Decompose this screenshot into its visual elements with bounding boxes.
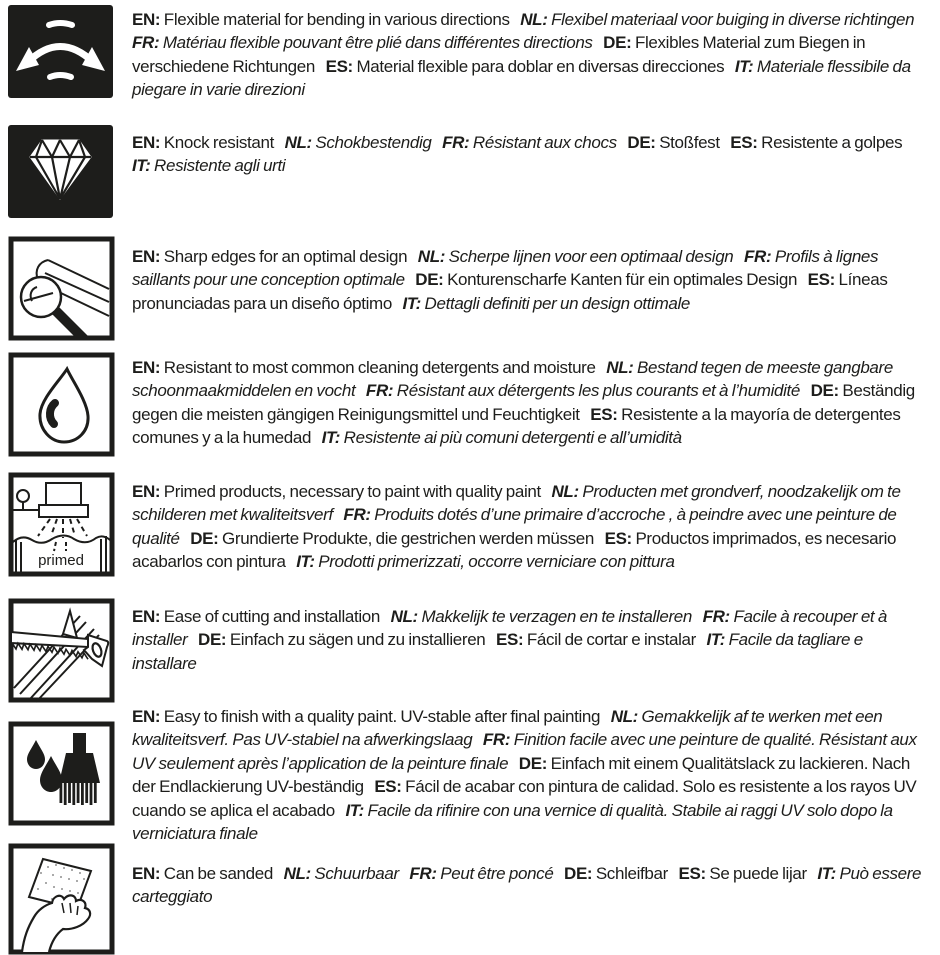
- lang-label: ES:: [678, 864, 706, 883]
- lang-label: NL:: [606, 358, 634, 377]
- diamond-icon: [8, 125, 115, 218]
- paint-brush-drops-icon: [8, 705, 115, 826]
- primer-spray-icon: [8, 472, 115, 577]
- lang-label: EN:: [132, 707, 161, 726]
- lang-segment-en: [132, 707, 600, 726]
- lang-label: IT:: [132, 156, 151, 176]
- lang-segment-de: [415, 270, 797, 289]
- feature-text: [132, 705, 934, 845]
- lang-label: ES:: [730, 133, 758, 152]
- lang-segment-es: [326, 57, 725, 76]
- lang-label: IT:: [402, 293, 421, 313]
- lang-text: Résistant aux détergents les plus courants et à l’humidité: [393, 381, 801, 401]
- lang-segment-it: [322, 428, 682, 447]
- lang-text: Productos imprimados, es necesario acabarlos con pintura: [132, 528, 897, 572]
- lang-text: Flexible material for bending in various directions: [160, 10, 510, 29]
- lang-segment-fr: [409, 864, 553, 883]
- feature-text: [132, 236, 934, 315]
- lang-segment-es: [730, 133, 902, 152]
- lang-label: FR:: [482, 730, 511, 750]
- lang-text: Scherpe lijnen voor een optimaal design: [445, 247, 734, 266]
- feature-row-flexible: [8, 5, 934, 102]
- lang-label: EN:: [132, 247, 161, 266]
- lang-label: DE:: [415, 270, 444, 290]
- lang-label: EN:: [132, 864, 161, 883]
- lang-label: DE:: [190, 528, 219, 548]
- lang-label: NL:: [610, 707, 638, 726]
- lang-label: FR:: [409, 864, 437, 883]
- lang-segment-it: [132, 156, 285, 175]
- lang-label: DE:: [603, 33, 632, 53]
- lang-segment-en: [132, 133, 274, 152]
- lang-label: DE:: [627, 133, 656, 152]
- lang-text: Easy to finish with a quality paint. UV-stable after final painting: [160, 707, 601, 726]
- lang-text: Einfach zu sägen und zu installieren: [226, 630, 486, 650]
- lang-label: ES:: [374, 777, 402, 797]
- lang-text: Bestand tegen de meeste gangbare schoonmaakmiddelen en vocht: [132, 358, 893, 401]
- lang-label: NL:: [520, 10, 548, 29]
- flex-arrows-icon: [8, 5, 115, 98]
- lang-text: Schuurbaar: [310, 864, 399, 883]
- lang-text: Flexibles Material zum Biegen in verschiedene Richtungen: [132, 33, 866, 76]
- lang-text: Prodotti primerizzati, occorre verniciare con pittura: [314, 552, 675, 572]
- lang-label: FR:: [743, 247, 772, 266]
- feature-text: [132, 598, 934, 675]
- lang-text: Resistant to most common cleaning detergents and moisture: [160, 358, 596, 377]
- lang-segment-fr: [132, 33, 593, 52]
- lang-segment-nl: [391, 607, 692, 626]
- sharp-edge-magnifier-icon: [8, 236, 115, 341]
- lang-label: FR:: [132, 33, 160, 53]
- water-drop-icon: [8, 352, 115, 457]
- lang-label: DE:: [518, 753, 548, 773]
- lang-label: EN:: [132, 10, 161, 29]
- lang-text: Konturenscharfe Kanten für ein optimales Design: [443, 270, 798, 290]
- lang-text: Can be sanded: [160, 864, 273, 883]
- lang-text: Flexibel materiaal voor buiging in diverse richtingen: [547, 10, 915, 29]
- lang-text: Stoßfest: [655, 133, 720, 152]
- lang-label: NL:: [283, 864, 311, 883]
- lang-text: Facile da rifinire con una vernice di qualità. Stabile ai raggi UV solo dopo la verniciatura finale: [132, 800, 893, 844]
- lang-segment-de: [190, 529, 594, 548]
- lang-text: Peut être poncé: [436, 864, 554, 883]
- lang-text: Makkelijk te verzagen en te installeren: [417, 607, 693, 626]
- lang-label: FR:: [442, 133, 470, 152]
- feature-row-moisture-resistant: [8, 352, 934, 457]
- lang-segment-nl: [520, 10, 914, 29]
- lang-text: Knock resistant: [160, 133, 274, 152]
- lang-label: EN:: [132, 358, 161, 377]
- lang-label: IT:: [817, 864, 836, 883]
- feature-text: [132, 125, 934, 178]
- lang-text: Sharp edges for an optimal design: [160, 247, 408, 266]
- lang-segment-es: [679, 864, 807, 883]
- lang-text: Résistant aux chocs: [469, 133, 617, 152]
- lang-label: ES:: [807, 270, 835, 290]
- lang-segment-en: [132, 607, 380, 626]
- lang-label: NL:: [390, 607, 418, 626]
- lang-text: Dettagli definiti per un design ottimale: [420, 293, 691, 313]
- lang-segment-en: [132, 247, 407, 266]
- feature-text: [132, 472, 934, 574]
- lang-text: Primed products, necessary to paint with quality paint: [160, 482, 541, 501]
- lang-label: EN:: [132, 482, 161, 501]
- lang-text: Fácil de acabar con pintura de calidad. Solo es resistente a los rayos UV cuando se aplica el acabado: [132, 777, 917, 820]
- feature-row-easy-cutting: [8, 598, 934, 703]
- lang-segment-en: [132, 482, 541, 501]
- feature-text: [132, 843, 934, 909]
- lang-segment-de: [564, 864, 668, 883]
- lang-text: Resistente agli urti: [150, 156, 286, 176]
- lang-text: Resistente ai più comuni detergenti e all’umidità: [340, 428, 682, 448]
- lang-label: IT:: [321, 428, 341, 448]
- lang-segment-en: [132, 358, 596, 377]
- lang-label: FR:: [343, 505, 371, 525]
- feature-row-easy-finish: [8, 705, 934, 845]
- lang-text: Materiale flessibile da piegare in varie direzioni: [132, 56, 911, 100]
- lang-text: Schleifbar: [592, 864, 668, 883]
- lang-label: ES:: [325, 56, 353, 76]
- lang-segment-nl: [285, 133, 432, 152]
- lang-segment-nl: [284, 864, 399, 883]
- lang-text: Ease of cutting and installation: [160, 607, 381, 626]
- lang-text: Grundierte Produkte, die gestrichen werden müssen: [218, 528, 594, 548]
- lang-text: Líneas pronunciadas para un diseño óptimo: [132, 270, 888, 313]
- feature-row-sandable: [8, 843, 934, 955]
- lang-text: Se puede lijar: [705, 864, 807, 883]
- lang-text: Material flexible para doblar en diversas direcciones: [352, 56, 725, 76]
- feature-text: [132, 5, 934, 102]
- lang-text: Producten met grondverf, noodzakelijk om te schilderen met kwaliteitsverf: [132, 482, 901, 525]
- lang-text: Einfach mit einem Qualitätslack zu lackieren. Nach der Endlackierung UV-beständig: [132, 753, 911, 797]
- lang-text: Finition facile avec une peinture de qualité. Résistant aux UV seulement après l’application de la peinture finale: [132, 730, 917, 773]
- lang-label: IT:: [296, 552, 315, 572]
- lang-text: Fácil de cortar e instalar: [523, 630, 696, 650]
- lang-segment-de: [198, 630, 485, 649]
- lang-text: Facile da tagliare e installare: [132, 630, 863, 673]
- lang-label: IT:: [734, 56, 754, 76]
- lang-text: Profils à lignes saillants pour une conception optimale: [132, 247, 879, 290]
- lang-label: IT:: [345, 800, 364, 820]
- lang-label: NL:: [551, 482, 579, 501]
- feature-row-primed: [8, 472, 934, 577]
- sanding-hand-icon: [8, 843, 115, 955]
- lang-segment-it: [296, 552, 674, 571]
- lang-segment-fr: [366, 381, 800, 400]
- lang-label: FR:: [702, 607, 730, 626]
- lang-label: DE:: [198, 630, 227, 650]
- lang-segment-de: [627, 133, 719, 152]
- feature-row-sharp-edges: [8, 236, 934, 341]
- lang-text: Facile à recouper et à installer: [132, 607, 887, 650]
- lang-label: NL:: [417, 247, 446, 266]
- lang-segment-es: [496, 630, 696, 649]
- lang-label: FR:: [365, 381, 394, 401]
- hand-saw-icon: [8, 598, 115, 703]
- lang-segment-fr: [442, 133, 617, 152]
- lang-label: ES:: [604, 528, 632, 548]
- lang-text: Può essere carteggiato: [132, 864, 922, 907]
- lang-label: DE:: [564, 864, 593, 883]
- lang-label: ES:: [495, 630, 524, 650]
- lang-text: Resistente a la mayoría de detergentes comunes y a la humedad: [132, 404, 901, 448]
- lang-label: IT:: [706, 630, 726, 650]
- primed-label: primed: [38, 552, 84, 569]
- lang-text: Matériau flexible pouvant être plié dans différentes directions: [159, 33, 593, 53]
- lang-segment-en: [132, 864, 273, 883]
- lang-label: DE:: [810, 381, 839, 401]
- feature-text: [132, 352, 934, 450]
- feature-row-knock-resistant: [8, 125, 934, 218]
- lang-label: EN:: [132, 133, 161, 152]
- lang-label: NL:: [284, 133, 312, 152]
- lang-text: Produits dotés d’une primaire d’accroche , à peindre avec une peinture de qualité: [132, 505, 897, 548]
- lang-label: EN:: [132, 607, 161, 626]
- lang-text: Gemakkelijk af te werken met een kwaliteitsverf. Pas UV-stabiel na afwerkingslaag: [132, 707, 883, 750]
- lang-segment-nl: [418, 247, 734, 266]
- lang-segment-it: [403, 294, 691, 313]
- lang-segment-en: [132, 10, 510, 29]
- lang-text: Beständig gegen die meisten gängigen Reinigungsmittel und Feuchtigkeit: [132, 381, 915, 424]
- lang-text: Schokbestendig: [311, 133, 432, 152]
- lang-text: Resistente a golpes: [757, 133, 903, 152]
- lang-label: ES:: [590, 404, 618, 424]
